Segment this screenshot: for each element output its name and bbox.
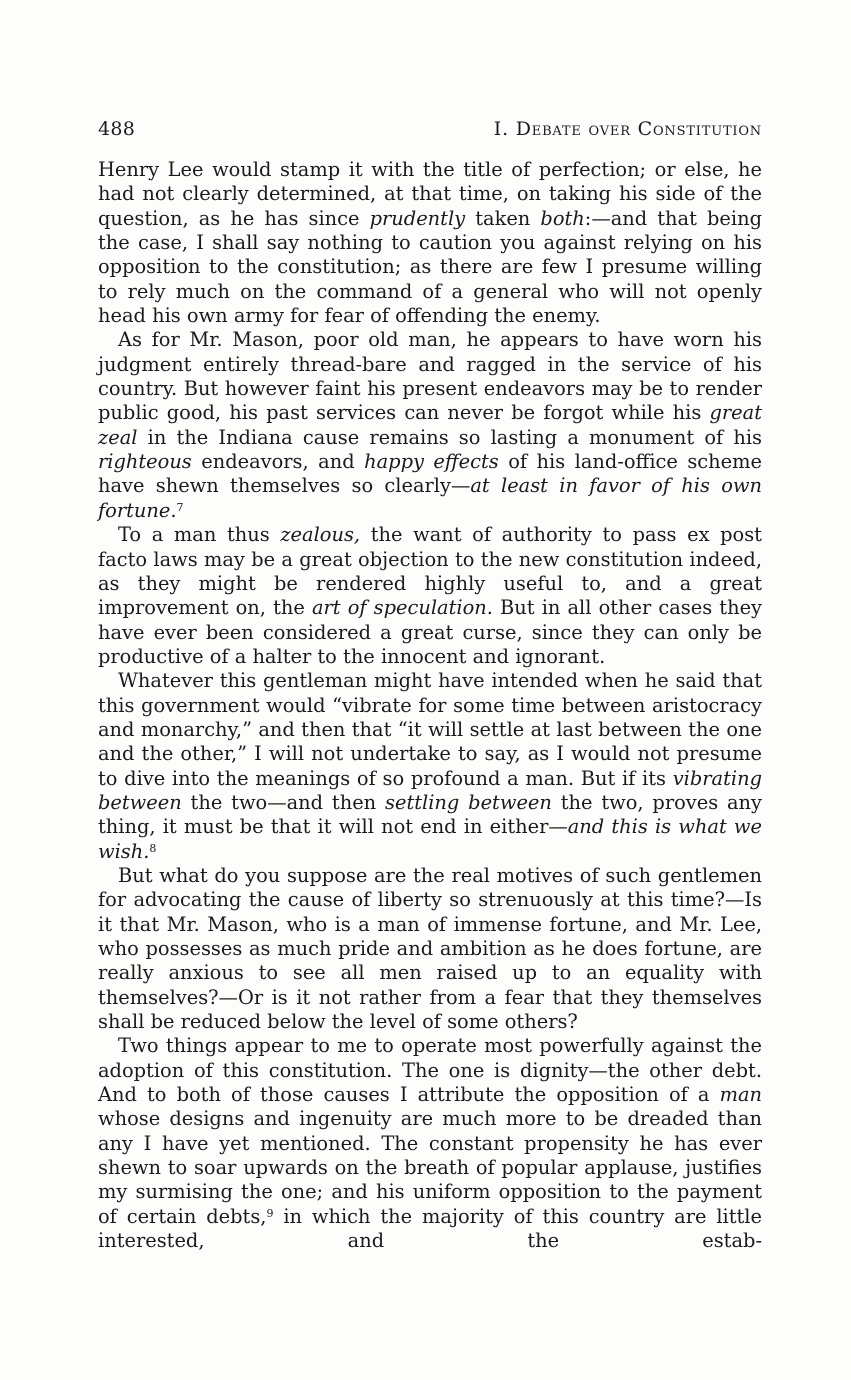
- text-run: Whatever this gentleman might have intended when he said that this government would “vibrate for some time between aristocracy and monarchy,” and then that “it will settle at last between the one and the other,” I will not undertake to say, as I would not presume to dive into the meanings of so profound a man. But if its: [98, 669, 762, 790]
- text-run: But in all other cases they have ever been considered a great curse, since they can only be productive of a halter to the innocent and ignorant.: [98, 596, 763, 668]
- text-run: :—and that being the case, I shall say nothing to caution you against relying on his opposition to the constitution; as there are few I presume willing to rely much on the command of a general who will not openly head his own army for fear of offending the enemy.: [98, 206, 762, 328]
- running-head: [98, 118, 762, 158]
- paragraph: [98, 1034, 762, 1253]
- italic-text: both: [540, 206, 585, 230]
- paragraph: [98, 864, 762, 1034]
- italic-text: and this is what we wish.: [98, 815, 762, 863]
- text-run: But what do you suppose are the real motives of such gentlemen for advocating the cause of liberty so strenuously at this time?—Is it that Mr. Mason, who is a man of immense fortune, and Mr. Lee, who possesses as much pride and ambition as he does fortune, are really anxious to see all men raised up to an equality with themselves?—Or is it not rather from a fear that they themselves shall be reduced below the level of some others?: [98, 863, 762, 1034]
- section-title: I. Debate over Constitution: [493, 118, 762, 140]
- text-run: of his land-office scheme have shewn themselves so clearly—: [98, 450, 762, 498]
- text-run: taken: [465, 206, 541, 230]
- text-run: in the Indiana cause remains so lasting a monument of his: [137, 425, 762, 449]
- italic-text: righteous: [98, 450, 192, 474]
- body-text: [98, 158, 762, 1253]
- italic-text: prudently: [369, 206, 466, 230]
- italic-text: man: [719, 1083, 762, 1107]
- text-run: As for Mr. Mason, poor old man, he appears to have worn his judgment entirely thread-bare and ragged in the service of his country. But however faint his present endeavors may be to render public good, his past services can never be forgot while his: [98, 328, 762, 425]
- italic-text: happy effects: [364, 450, 499, 474]
- footnote-marker: 8: [149, 841, 157, 855]
- page-number: 488: [98, 118, 136, 140]
- italic-text: at least in favor of his own fortune.: [98, 474, 762, 522]
- book-page: [98, 118, 762, 1253]
- text-run: Two things appear to me to operate most powerfully against the adoption of this constitution. The one is dignity—the other debt. And to both of those causes I attribute the opposition of a: [98, 1034, 762, 1107]
- text-run: the two—and then: [181, 790, 386, 814]
- text-run: whose designs and ingenuity are much more to be dreaded than any I have yet mentioned. The constant propensity he has ever shewn to soar upwards on the breath of popular applause, justifies my surmising the one; and his uniform opposition to the payment of certain debts,: [98, 1107, 762, 1228]
- paragraph: [98, 669, 762, 864]
- text-run: the two, proves any thing, it must be that it will not end in either—: [98, 790, 762, 839]
- italic-text: art of speculation.: [311, 596, 493, 620]
- footnote-marker: 7: [176, 500, 184, 514]
- text-run: Henry Lee would stamp it with the title of perfection; or else, he had not clearly determined, at that time, on taking his side of the question, as he has since: [98, 158, 762, 230]
- text-run: the want of authority to pass ex post facto laws may be a great objection to the new constitution indeed, as they might be rendered highly useful to, and a great improvement on, the: [98, 523, 762, 620]
- paragraph: [98, 328, 762, 523]
- text-run: To a man thus: [118, 523, 281, 547]
- italic-text: settling between: [385, 790, 552, 814]
- text-run: in which the majority of this country are little interested, and the estab-: [98, 1204, 762, 1253]
- footnote-marker: 9: [266, 1206, 274, 1220]
- italic-text: great zeal: [98, 401, 762, 449]
- paragraph: [98, 158, 762, 328]
- italic-text: vibrating between: [98, 766, 762, 814]
- italic-text: zealous,: [280, 523, 361, 547]
- text-run: endeavors, and: [191, 450, 365, 474]
- paragraph: [98, 523, 762, 669]
